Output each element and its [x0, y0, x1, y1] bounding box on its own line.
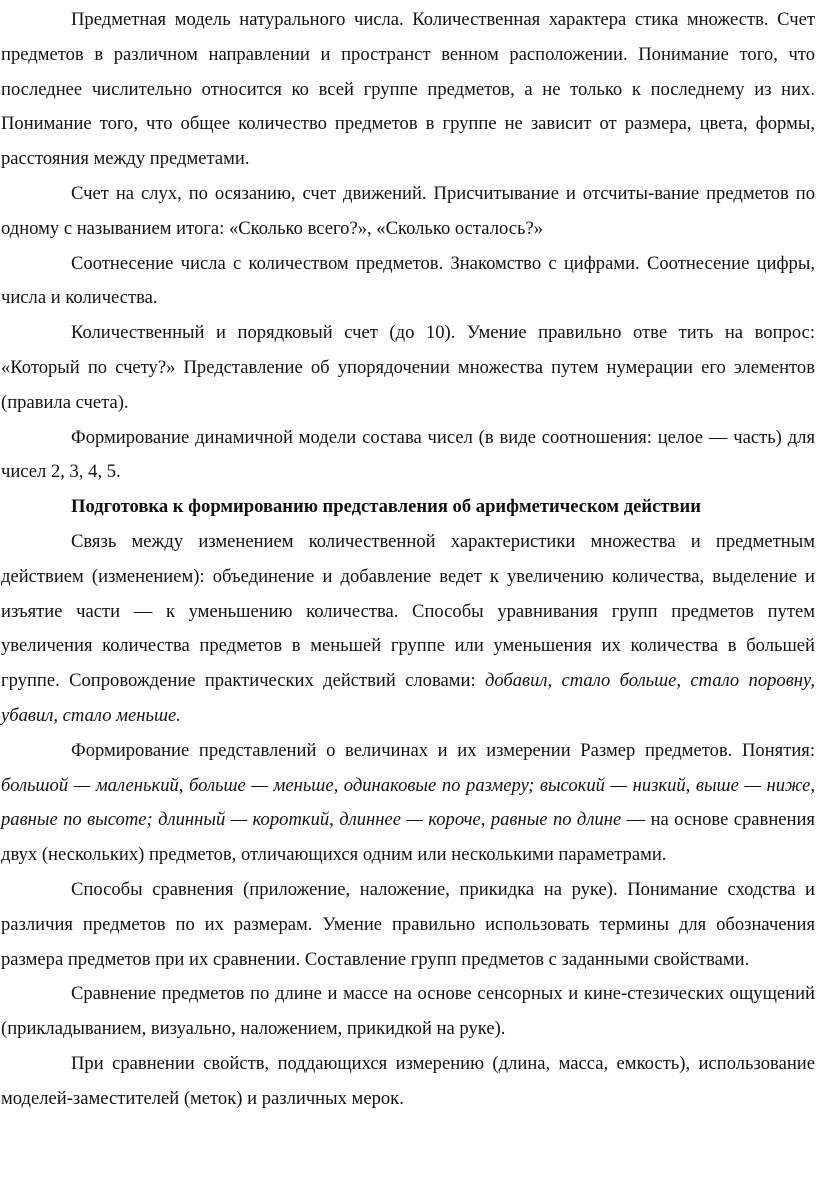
paragraph-natural-number-model: Предметная модель натурального числа. Количественная характера стика множеств. Счет предметов в различном направлении и пространст венном расположении. Понимание того, что последнее числительно относится ко всей группе предметов, а не только к последнему из них. Понимание того, что общее количество предметов в группе не зависит от размера, цвета, формы, расстояния между предметами. [1, 9, 815, 170]
paragraph-magnitudes-tail: — на основе сравнения двух (нескольких) предметов, отличающихся одним или несколькими параметрами. [1, 809, 815, 866]
paragraph-quantity-change [1, 525, 815, 734]
paragraph-comparison-methods: Способы сравнения (приложение, наложение, прикидка на руке). Понимание сходства и различия предметов по их размерам. Умение правильно использовать термины для обозначения размера предметов при их сравнении. Составление групп предметов с заданными свойствами. [1, 878, 815, 970]
paragraph-magnitudes-text: Формирование представлений о величинах и их измерении Размер предметов. Понятия: [71, 739, 815, 761]
paragraph-number-quantity-correlation: Соотнесение числа с количеством предметов. Знакомство с цифрами. Соотнесение цифры, числа и количества. [1, 252, 815, 309]
paragraph-counting-by-ear: Счет на слух, по осязанию, счет движений. Присчитывание и отсчиты-вание предметов по одному с называнием итога: «Сколько всего?», «Сколько осталось?» [1, 182, 815, 239]
paragraph-ordinal-counting: Количественный и порядковый счет (до 10). Умение правильно отве тить на вопрос: «Который по счету?» Представление об упорядочении множества путем нумерации его элементов (правила счета). [1, 322, 815, 413]
section-heading-arithmetic: Подготовка к формированию представления об арифметическом действии [71, 496, 701, 518]
paragraph-quantity-change-text: Связь между изменением количественной характеристики множества и предметным действием (изменением): объединение и добавление ведет к увеличению количества, выделение и изъятие части — к уменьшению количества. Способы уравнивания групп предметов путем увеличения количества предметов в меньшей группе или уменьшения их количества в большей группе. Сопровождение практических действий словами: [1, 530, 815, 692]
paragraph-magnitudes [1, 734, 815, 873]
paragraph-magnitudes-italic: большой — маленький, больше — меньше, одинаковые по размеру; высокий — низкий, выше — ниже, равные по высоте; длинный — короткий, длиннее — короче, равные по длине [1, 774, 815, 831]
paragraph-length-mass-comparison: Сравнение предметов по длине и массе на основе сенсорных и кине-стезических ощущений (прикладыванием, визуально, наложением, прикидкой на руке). [1, 983, 815, 1040]
paragraph-measurement-models: При сравнении свойств, поддающихся измерению (длина, масса, емкость), использование моделей-заместителей (меток) и различных мерок. [1, 1052, 815, 1109]
paragraph-quantity-change-italic: добавил, стало больше, стало поровну, убавил, стало меньше. [1, 670, 815, 726]
paragraph-number-composition: Формирование динамичной модели состава чисел (в виде соотношения: целое — часть) для чисел 2, 3, 4, 5. [1, 426, 815, 483]
